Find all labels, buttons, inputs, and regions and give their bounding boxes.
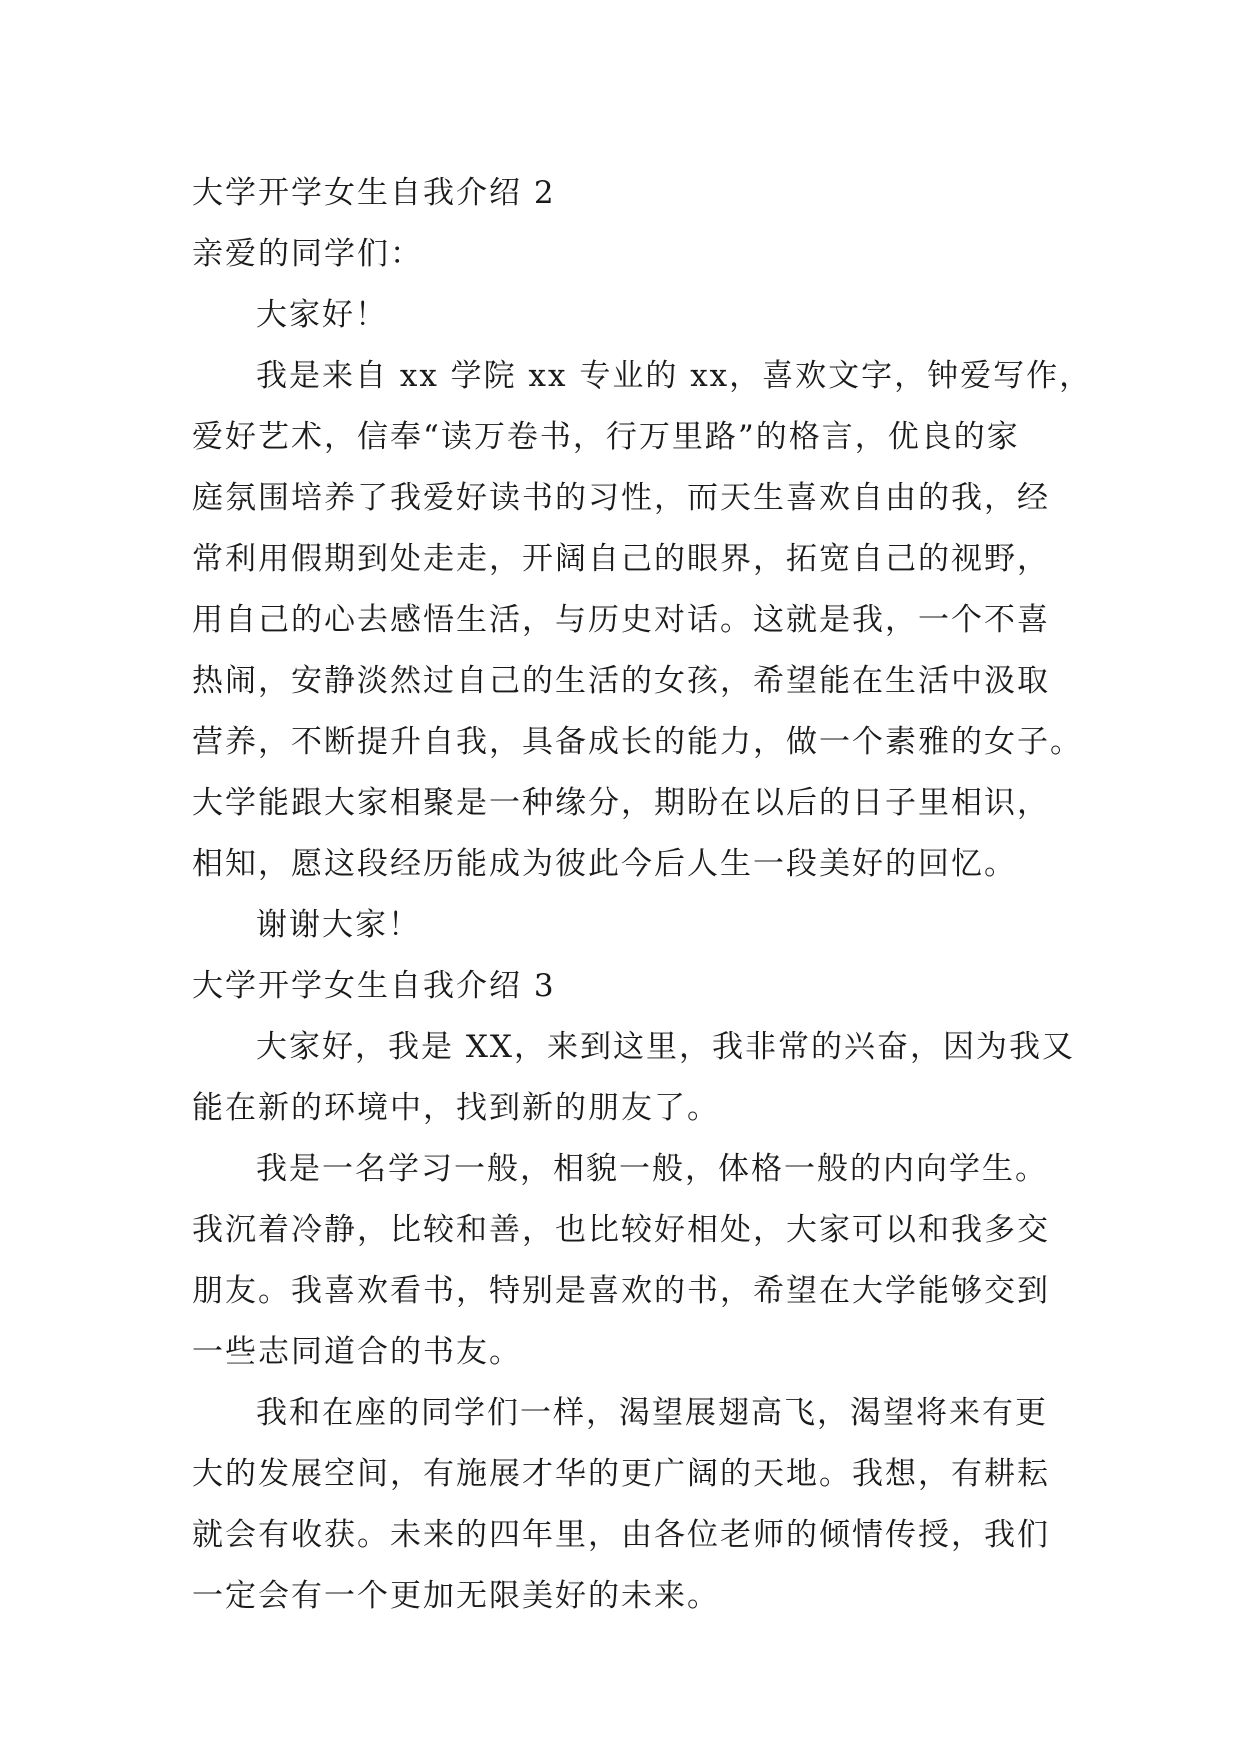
text-line: 热闹，安静淡然过自己的生活的女孩，希望能在生活中汲取 <box>192 663 1050 699</box>
greeting: 大家好！ <box>256 297 388 333</box>
text-line: 能在新的环境中，找到新的朋友了。 <box>192 1090 720 1126</box>
section-heading-2: 大学开学女生自我介绍 2 <box>192 175 556 211</box>
text-line: 我是一名学习一般，相貌一般，体格一般的内向学生。 <box>256 1151 1048 1187</box>
text-line: 用自己的心去感悟生活，与历史对话。这就是我，一个不喜 <box>192 602 1050 638</box>
text-line: 营养，不断提升自我，具备成长的能力，做一个素雅的女子。 <box>192 724 1083 760</box>
text-line: 我沉着冷静，比较和善，也比较好相处，大家可以和我多交 <box>192 1212 1050 1248</box>
section-heading-3: 大学开学女生自我介绍 3 <box>192 968 556 1004</box>
text-line: 一定会有一个更加无限美好的未来。 <box>192 1578 720 1614</box>
text-line: 大的发展空间，有施展才华的更广阔的天地。我想，有耕耘 <box>192 1456 1050 1492</box>
text-line: 庭氛围培养了我爱好读书的习性，而天生喜欢自由的我，经 <box>192 480 1050 516</box>
text-line: 朋友。我喜欢看书，特别是喜欢的书，希望在大学能够交到 <box>192 1273 1050 1309</box>
text-line: 就会有收获。未来的四年里，由各位老师的倾情传授，我们 <box>192 1517 1050 1553</box>
document-page <box>192 163 1093 1627</box>
text-line: 大学能跟大家相聚是一种缘分，期盼在以后的日子里相识， <box>192 785 1050 821</box>
closing-thanks: 谢谢大家！ <box>256 907 421 943</box>
text-line: 爱好艺术，信奉“读万卷书，行万里路”的格言，优良的家 <box>192 419 1020 455</box>
text-line: 相知，愿这段经历能成为彼此今后人生一段美好的回忆。 <box>192 846 1017 882</box>
text-line: 我是来自 xx 学院 xx 专业的 xx，喜欢文字，钟爱写作， <box>256 358 1093 394</box>
text-line: 常利用假期到处走走，开阔自己的眼界，拓宽自己的视野， <box>192 541 1050 577</box>
text-line: 大家好，我是 XX，来到这里，我非常的兴奋，因为我又 <box>256 1029 1075 1065</box>
text-line: 一些志同道合的书友。 <box>192 1334 522 1370</box>
salutation: 亲爱的同学们： <box>192 236 423 272</box>
text-line: 我和在座的同学们一样，渴望展翅高飞，渴望将来有更 <box>256 1395 1048 1431</box>
